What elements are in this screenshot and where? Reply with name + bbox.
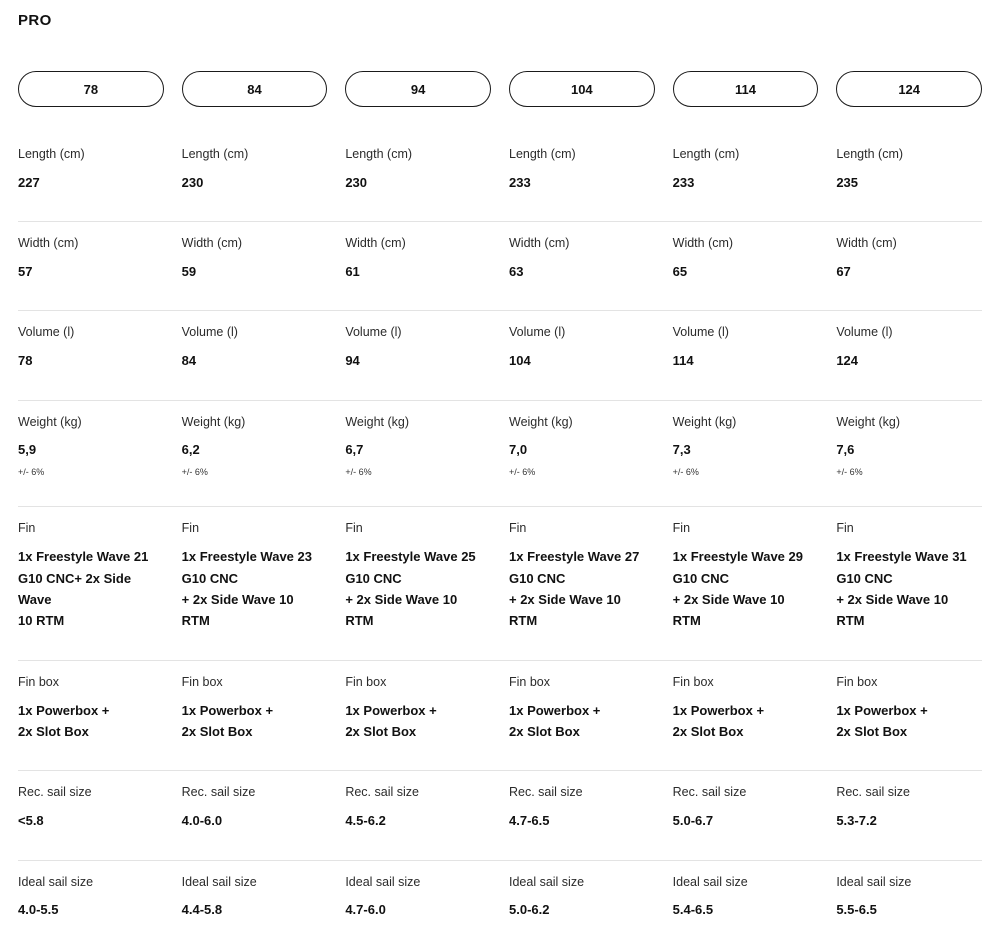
spec-value: 227 xyxy=(18,174,40,190)
spec-value: 4.7-6.5 xyxy=(509,813,550,829)
spec-value: 65 xyxy=(672,263,688,279)
spec-cell xyxy=(836,145,982,193)
spec-value-line: + 2x Side Wave 10 RTM xyxy=(345,591,458,629)
spec-cell xyxy=(836,783,982,831)
spec-value: 5.3-7.2 xyxy=(836,813,877,829)
spec-cell xyxy=(509,234,655,282)
spec-cell xyxy=(673,783,819,831)
spec-label: Ideal sail size xyxy=(345,874,421,889)
spec-cell xyxy=(509,873,655,921)
spec-label: Weight (kg) xyxy=(672,414,737,429)
spec-label: Volume (l) xyxy=(836,325,893,340)
spec-value-line: + 2x Side Wave 10 RTM xyxy=(836,591,949,629)
spec-value-line: G10 CNC+ 2x Side Wave xyxy=(18,570,132,607)
spec-value xyxy=(18,546,160,632)
spec-value-line: G10 CNC xyxy=(672,570,730,586)
model-pill-1[interactable]: 84 xyxy=(182,71,328,107)
spec-cell xyxy=(836,873,982,921)
spec-cell xyxy=(182,145,328,193)
spec-row-fin xyxy=(18,506,982,644)
spec-value xyxy=(509,700,651,743)
spec-cell xyxy=(836,413,982,479)
spec-label: Rec. sail size xyxy=(509,785,583,800)
spec-cell xyxy=(673,323,819,371)
spec-cell xyxy=(836,323,982,371)
spec-cell xyxy=(182,519,328,632)
spec-value: 233 xyxy=(509,174,531,190)
spec-value-line: 1x Freestyle Wave 25 xyxy=(345,549,476,565)
spec-value-line: 1x Freestyle Wave 31 xyxy=(836,549,967,565)
spec-label: Volume (l) xyxy=(509,325,566,340)
spec-value: 230 xyxy=(181,174,204,190)
spec-value-line: 2x Slot Box xyxy=(836,724,908,740)
spec-value: 4.4-5.8 xyxy=(181,902,223,918)
spec-value: 4.0-5.5 xyxy=(18,902,59,918)
spec-cell xyxy=(345,145,491,193)
spec-label: Rec. sail size xyxy=(672,785,747,800)
spec-row-rec-sail-size xyxy=(18,770,982,843)
spec-label: Fin box xyxy=(181,674,223,689)
spec-row-volume xyxy=(18,310,982,383)
model-selector-row xyxy=(18,71,982,107)
spec-tolerance-note: +/- 6% xyxy=(509,466,536,477)
spec-value xyxy=(836,546,978,632)
spec-value-line: 2x Slot Box xyxy=(672,724,744,740)
spec-cell xyxy=(18,873,164,921)
spec-cell xyxy=(509,145,655,193)
spec-value: 4.7-6.0 xyxy=(345,902,386,918)
spec-value-line: 2x Slot Box xyxy=(345,724,417,740)
spec-value: 5.5-6.5 xyxy=(836,902,877,918)
spec-value-line: 2x Slot Box xyxy=(181,724,253,740)
spec-value: 94 xyxy=(345,353,360,369)
spec-label: Fin box xyxy=(18,674,59,689)
spec-cell xyxy=(673,873,819,921)
spec-value: 59 xyxy=(181,263,197,279)
spec-value: 63 xyxy=(509,263,524,279)
spec-row-length xyxy=(18,133,982,205)
spec-value xyxy=(673,700,815,743)
spec-value: 4.5-6.2 xyxy=(345,813,386,829)
spec-row-ideal-sail-size xyxy=(18,860,982,933)
spec-cell xyxy=(673,145,819,193)
spec-value xyxy=(345,700,487,743)
model-pill-2[interactable]: 94 xyxy=(345,71,491,107)
spec-value-line: 1x Freestyle Wave 27 xyxy=(509,549,640,565)
spec-value xyxy=(182,546,324,632)
spec-cell xyxy=(182,234,328,282)
spec-value-line: 1x Powerbox + xyxy=(181,702,274,718)
spec-value-line: + 2x Side Wave 10 RTM xyxy=(181,591,294,629)
spec-label: Ideal sail size xyxy=(18,874,94,889)
spec-cell xyxy=(182,673,328,743)
spec-value xyxy=(182,700,324,743)
spec-cell xyxy=(836,234,982,282)
spec-label: Fin box xyxy=(345,674,387,689)
spec-value xyxy=(836,700,978,743)
spec-value-line: + 2x Side Wave 10 RTM xyxy=(672,591,785,629)
spec-cell xyxy=(18,519,164,632)
spec-value-line: 10 RTM xyxy=(18,613,65,629)
spec-label: Rec. sail size xyxy=(181,785,256,800)
spec-cell xyxy=(182,323,328,371)
spec-value: 4.0-6.0 xyxy=(181,813,223,829)
spec-label: Width (cm) xyxy=(18,236,79,251)
spec-value: 61 xyxy=(345,263,360,279)
spec-value xyxy=(345,546,487,632)
spec-value-line: 2x Slot Box xyxy=(18,724,89,740)
spec-label: Ideal sail size xyxy=(836,874,912,889)
spec-value: 5,9 xyxy=(18,442,37,458)
spec-value xyxy=(18,700,160,743)
model-pill-0[interactable]: 78 xyxy=(18,71,164,107)
spec-cell xyxy=(182,783,328,831)
spec-cell xyxy=(836,673,982,743)
spec-value-line: 1x Powerbox + xyxy=(672,702,765,718)
model-pill-3[interactable]: 104 xyxy=(509,71,655,107)
spec-value: 5.0-6.2 xyxy=(509,902,550,918)
spec-value: 124 xyxy=(836,353,859,369)
spec-tolerance-note: +/- 6% xyxy=(181,466,208,477)
spec-label: Length (cm) xyxy=(181,147,249,161)
spec-cell xyxy=(509,783,655,831)
spec-label: Fin xyxy=(836,521,854,536)
spec-value: 6,2 xyxy=(181,442,200,458)
spec-value-line: 1x Powerbox + xyxy=(345,702,437,718)
spec-value: 114 xyxy=(672,353,694,369)
spec-cell xyxy=(345,873,491,921)
spec-label: Width (cm) xyxy=(672,236,734,251)
spec-value-line: 2x Slot Box xyxy=(509,724,580,740)
spec-cell xyxy=(509,323,655,371)
spec-value-line: + 2x Side Wave 10 RTM xyxy=(509,591,621,629)
model-pill-4[interactable]: 114 xyxy=(673,71,819,107)
spec-cell xyxy=(509,519,655,632)
spec-label: Length (cm) xyxy=(18,147,85,161)
spec-cell xyxy=(509,413,655,479)
spec-label: Fin box xyxy=(509,674,550,689)
spec-cell xyxy=(18,783,164,831)
spec-value-line: 1x Freestyle Wave 23 xyxy=(181,549,312,565)
model-pill-5[interactable]: 124 xyxy=(836,71,982,107)
spec-cell xyxy=(673,413,819,479)
spec-label: Weight (kg) xyxy=(181,414,246,429)
spec-cell xyxy=(345,234,491,282)
spec-value xyxy=(673,546,815,632)
spec-label: Volume (l) xyxy=(672,325,729,340)
spec-label: Width (cm) xyxy=(345,236,406,251)
spec-label: Fin xyxy=(672,521,691,536)
spec-label: Fin box xyxy=(836,674,878,689)
spec-label: Fin xyxy=(181,521,200,536)
spec-value: 84 xyxy=(181,353,197,369)
spec-row-width xyxy=(18,221,982,294)
spec-value-line: G10 CNC xyxy=(345,570,402,586)
spec-label: Length (cm) xyxy=(836,147,904,161)
spec-row-fin-box xyxy=(18,660,982,755)
spec-cell xyxy=(345,783,491,831)
spec-value-line: 1x Powerbox + xyxy=(509,702,601,718)
spec-cell xyxy=(182,873,328,921)
spec-label: Length (cm) xyxy=(509,147,576,161)
spec-label: Weight (kg) xyxy=(345,414,410,429)
spec-tolerance-note: +/- 6% xyxy=(672,466,699,477)
spec-value-line: G10 CNC xyxy=(509,570,566,586)
spec-cell xyxy=(345,673,491,743)
spec-label: Rec. sail size xyxy=(18,785,92,800)
page-title: PRO xyxy=(18,12,52,29)
spec-cell xyxy=(673,234,819,282)
spec-value: 5.4-6.5 xyxy=(672,902,714,918)
spec-tolerance-note: +/- 6% xyxy=(345,466,372,477)
spec-label: Rec. sail size xyxy=(345,785,419,800)
spec-label: Volume (l) xyxy=(18,325,75,340)
spec-cell xyxy=(18,413,164,479)
spec-value: 78 xyxy=(18,353,33,369)
spec-tolerance-note: +/- 6% xyxy=(836,466,863,477)
spec-label: Volume (l) xyxy=(181,325,238,340)
spec-label: Width (cm) xyxy=(836,236,897,251)
spec-value-line: G10 CNC xyxy=(836,570,893,586)
spec-value: 5.0-6.7 xyxy=(672,813,714,829)
spec-value: 104 xyxy=(509,353,531,369)
spec-label: Fin box xyxy=(672,674,714,689)
spec-tolerance-note: +/- 6% xyxy=(18,466,45,477)
spec-label: Length (cm) xyxy=(672,147,740,161)
spec-value: 57 xyxy=(18,263,33,279)
spec-value xyxy=(509,546,651,632)
spec-cell xyxy=(345,413,491,479)
spec-cell xyxy=(509,673,655,743)
spec-cell xyxy=(18,673,164,743)
spec-cell xyxy=(345,519,491,632)
spec-value: 230 xyxy=(345,174,368,190)
spec-cell xyxy=(836,519,982,632)
spec-label: Ideal sail size xyxy=(181,874,257,889)
spec-value: 67 xyxy=(836,263,851,279)
spec-label: Rec. sail size xyxy=(836,785,910,800)
spec-label: Length (cm) xyxy=(345,147,413,161)
spec-value: 7,6 xyxy=(836,442,855,458)
spec-label: Width (cm) xyxy=(181,236,243,251)
spec-label: Ideal sail size xyxy=(509,874,585,889)
spec-label: Fin xyxy=(345,521,363,536)
spec-label: Ideal sail size xyxy=(672,874,748,889)
spec-value-line: G10 CNC xyxy=(181,570,239,586)
spec-value: 6,7 xyxy=(345,442,364,458)
spec-value: 235 xyxy=(836,174,859,190)
spec-value: 7,3 xyxy=(672,442,691,458)
spec-value: 233 xyxy=(672,174,695,190)
spec-cell xyxy=(18,145,164,193)
spec-cell xyxy=(673,673,819,743)
spec-label: Weight (kg) xyxy=(836,414,901,429)
spec-value: <5.8 xyxy=(18,813,44,829)
spec-label: Fin xyxy=(509,521,527,536)
spec-cell xyxy=(18,234,164,282)
spec-cell xyxy=(673,519,819,632)
spec-label: Weight (kg) xyxy=(509,414,573,429)
spec-cell xyxy=(345,323,491,371)
spec-cell xyxy=(182,413,328,479)
spec-row-weight xyxy=(18,400,982,491)
spec-label: Fin xyxy=(18,521,36,536)
spec-value-line: 1x Freestyle Wave 29 xyxy=(672,549,803,565)
spec-cell xyxy=(18,323,164,371)
spec-label: Volume (l) xyxy=(345,325,402,340)
spec-label: Weight (kg) xyxy=(18,414,82,429)
spec-label: Width (cm) xyxy=(509,236,570,251)
spec-value: 7,0 xyxy=(509,442,528,458)
spec-value-line: 1x Freestyle Wave 21 xyxy=(18,549,149,565)
spec-value-line: 1x Powerbox + xyxy=(836,702,928,718)
spec-value-line: 1x Powerbox + xyxy=(18,702,110,718)
